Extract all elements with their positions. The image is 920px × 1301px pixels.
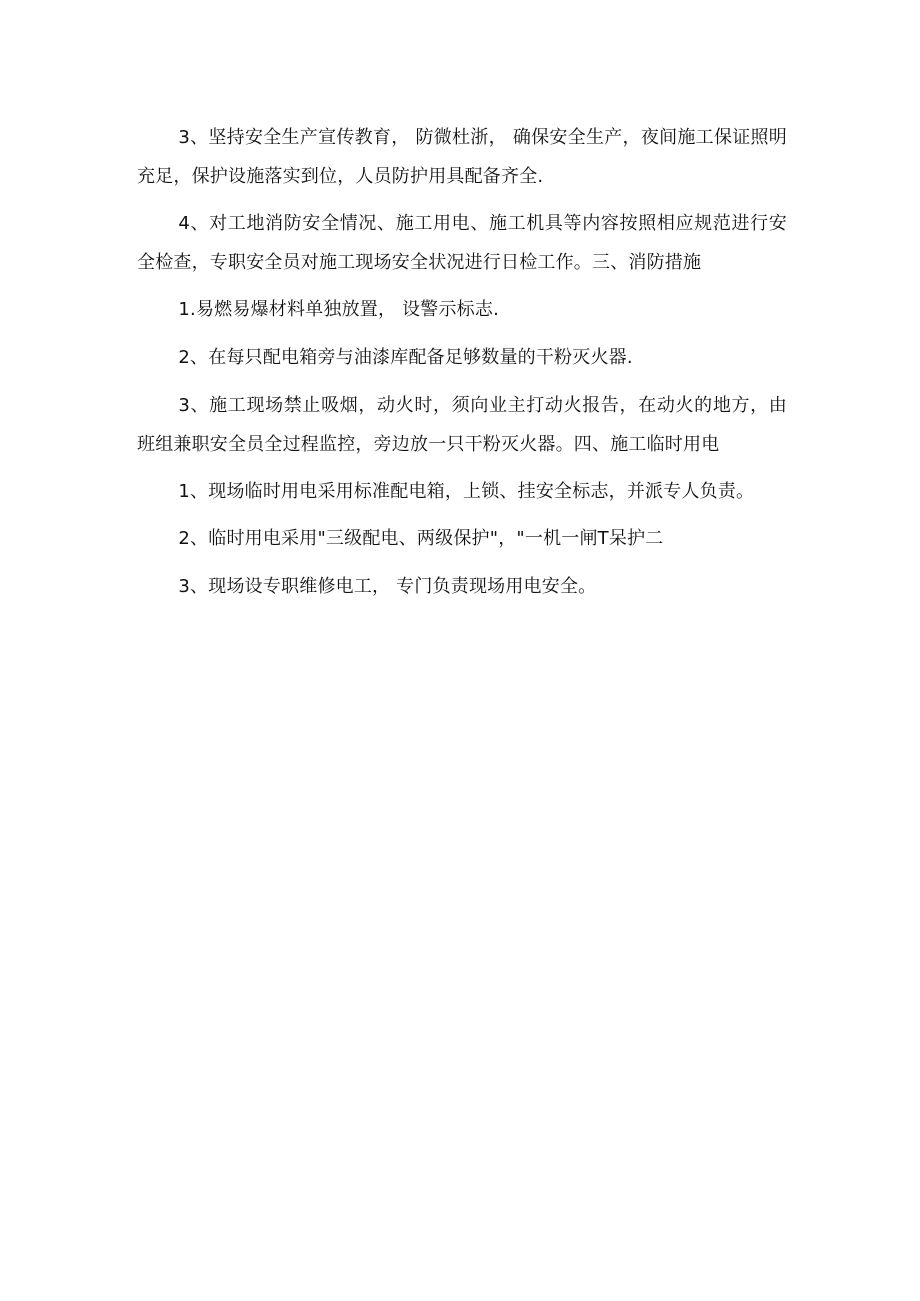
paragraph-6: 1、现场临时用电采用标准配电箱，上锁、挂安全标志，并派专人负责。 [178, 481, 755, 502]
document-body [137, 118, 787, 615]
paragraph-4: 2、在每只配电箱旁与油漆库配备足够数量的干粉灭火器. [178, 347, 633, 368]
paragraph-2: 4、对工地消防安全情况、施工用电、施工机具等内容按照相应规范进行安全检查，专职安全员对施工现场安全状况进行日检工作。三、消防措施 [137, 213, 787, 273]
paragraph-5: 3、施工现场禁止吸烟，动火时，须向业主打动火报告，在动火的地方，由班组兼职安全员全过程监控，旁边放一只干粉灭火器。四、施工临时用电 [137, 395, 787, 455]
paragraph-1: 3、坚持安全生产宣传教育， 防微杜浙， 确保安全生产，夜间施工保证照明充足，保护设施落实到位，人员防护用具配备齐全. [137, 127, 787, 187]
paragraph-8: 3、现场设专职维修电工， 专门负责现场用电安全。 [178, 576, 597, 597]
paragraph-3: 1.易燃易爆材料单独放置， 设警示标志. [178, 299, 500, 320]
paragraph-7: 2、临时用电采用"三级配电、两级保护"，"一机一闸T呆护二 [178, 528, 664, 549]
